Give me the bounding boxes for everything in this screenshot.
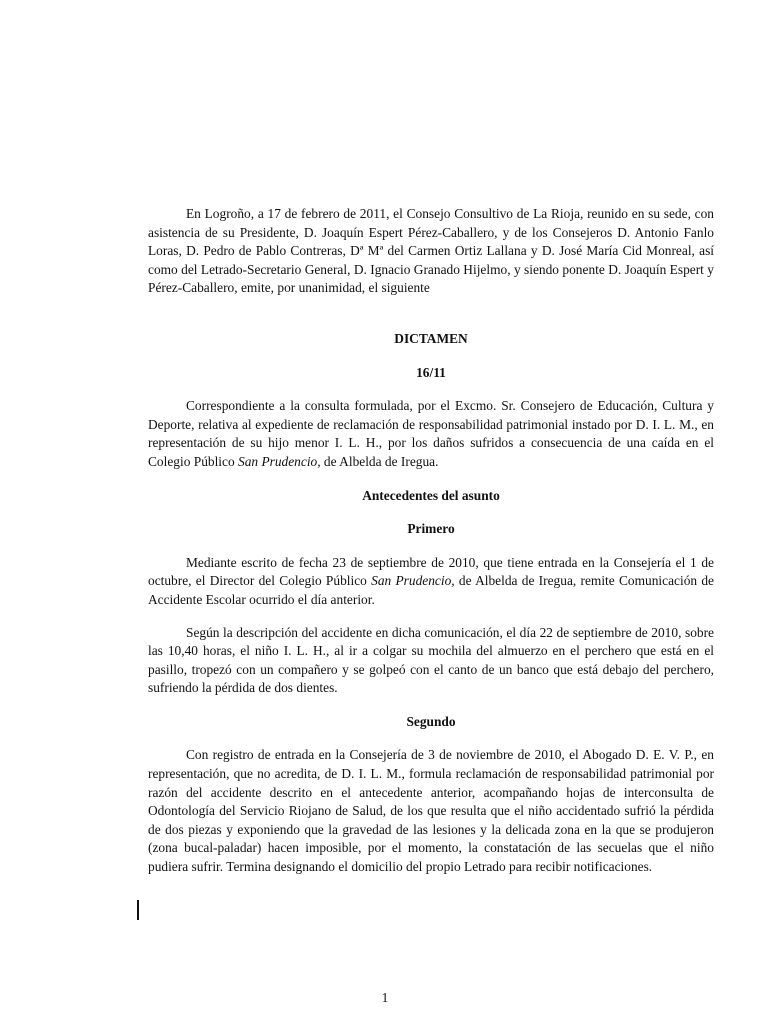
segundo-heading: Segundo	[406, 713, 456, 729]
primero-p1-start: Mediante escrito de fecha 23 de septiembre de 2010, que tiene entrada en la Consejería el 1 de octubre, el Director del Colegio Público	[148, 554, 714, 589]
document-page	[148, 205, 714, 877]
primero-p1-end: de Albelda de Iregua, remite Comunicación de Accidente Escolar ocurrido el día anterior.	[148, 573, 715, 607]
spacer	[148, 610, 714, 624]
dictamen-number: 16/11	[416, 364, 446, 380]
spacer	[148, 382, 714, 397]
dictamen-title: DICTAMEN	[394, 330, 468, 346]
primero-paragraph-1	[148, 554, 714, 610]
segundo-paragraph-1: Con registro de entrada en la Consejería de 3 de noviembre de 2010, el Abogado D. E. V. P., en representación, que no acredita, de D. I. L. M., formula reclamación de responsabilidad patrimonial por razón del accidente descrito en el antecedente anterior, acompañando hojas de interconsulta de Odontología del Servicio Riojano de Salud, de los que resulta que el niño accidentado sufrió la pérdida de dos piezas y exponiendo que la gravedad de las lesiones y la delicada zona en la que se produjeron (zona bucal-paladar) hacen imposible, por el momento, la constatación de las secuelas que el niño pudiera sufrir. Termina designando el domicilio del propio Letrado para recibir notificaciones.	[148, 747, 714, 875]
intro-paragraph: En Logroño, a 17 de febrero de 2011, el Consejo Consultivo de La Rioja, reunido en su sede, con asistencia de su Presidente, D. Joaquín Espert Pérez-Caballero, y de los Consejeros D. Antonio Fanlo Loras, D. Pedro de Pablo Contreras, Dª Mª del Carmen Ortiz Lallana y D. José María Cid Monreal, así como del Letrado-Secretario General, D. Ignacio Granado Hijelmo, y siendo ponente D. Joaquín Espert y Pérez-Caballero, emite, por unanimidad, el siguiente	[148, 206, 714, 296]
subject-text-start: Correspondiente a la consulta formulada, por el Excmo. Sr. Consejero de Educación, Cultura y Deporte, relativa al expediente de reclamación de responsabilidad patrimonial instado por D. I. L. M., en representación de su hijo menor I. L. H., por los daños sufridos a consecuencia de una caída en el Colegio Público	[148, 398, 714, 469]
spacer	[148, 731, 714, 746]
page-number: 1	[381, 990, 389, 1005]
primero-paragraph-2: Según la descripción del accidente en dicha comunicación, el día 22 de septiembre de 2010, sobre las 10,40 horas, el niño I. L. H., al ir a colgar su mochila del almuerzo en el perchero que está en el pasillo, tropezó con un compañero y se golpeó con el canto de un banco que está debajo del perchero, sufriendo la pérdida de dos dientes.	[148, 624, 714, 696]
spacer	[148, 505, 714, 520]
primero-school-name: San Prudencio,	[371, 573, 455, 589]
subject-text-end: de Albelda de Iregua.	[320, 453, 439, 469]
spacer	[148, 349, 714, 364]
subject-school-name: San Prudencio,	[238, 453, 321, 469]
subject-paragraph	[148, 397, 714, 471]
section-heading: Antecedentes del asunto	[362, 487, 500, 503]
spacer	[148, 539, 714, 554]
primero-heading: Primero	[407, 521, 455, 537]
spacer	[148, 472, 714, 487]
text-cursor-mark	[137, 900, 139, 920]
spacer	[148, 298, 714, 330]
spacer	[148, 698, 714, 713]
